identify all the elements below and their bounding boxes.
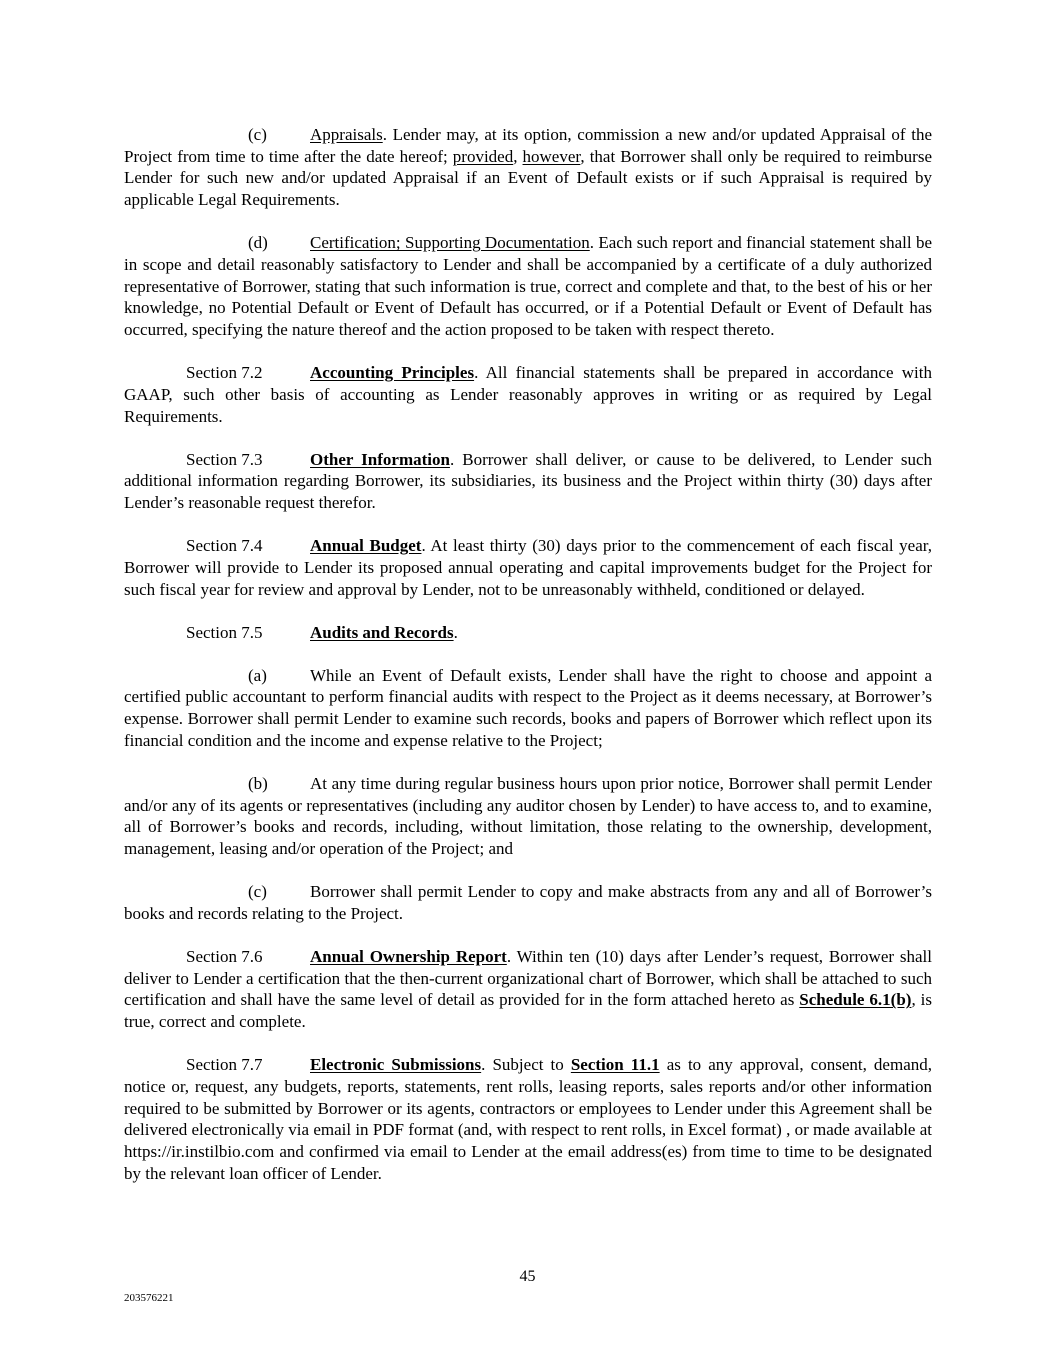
- clause-number: (b): [248, 773, 268, 793]
- document-id: 203576221: [124, 1292, 174, 1304]
- section-heading: Electronic Submissions: [310, 1055, 482, 1075]
- section-7-3: [124, 449, 932, 514]
- paragraph-d-certification: [124, 232, 932, 341]
- section-text: , is true, correct and complete.: [124, 990, 932, 1032]
- section-number: Section 7.7: [186, 1055, 263, 1075]
- schedule-reference: Schedule 6.1(b): [799, 990, 912, 1010]
- section-7-2: [124, 362, 932, 427]
- section-text: . Subject to: [481, 1055, 571, 1075]
- clause-text: Borrower shall permit Lender to copy and make abstracts from any and all of Borrower’s books and records relating to the Project.: [124, 882, 932, 923]
- clause-heading: Certification; Supporting Documentation: [310, 233, 590, 253]
- clause-text: . Each such report and financial statement shall be in scope and detail reasonably satisfactory to Lender and shall be accompanied by a certificate of a duly authorized representative of Borrower, stating that such information is true, correct and complete and that, to the best of his or her knowledge, no Potential Default or Event of Default has occurred, or if a Potential Default or Event of Default has occurred, specifying the nature thereof and the action proposed to be taken with respect thereto.: [124, 233, 932, 340]
- section-number: Section 7.4: [186, 536, 263, 556]
- clause-number: (d): [248, 233, 268, 253]
- paragraph-c-appraisals: [124, 124, 932, 211]
- clause-text: . Lender may, at its option, commission a new and/or updated Appraisal of the Project from time to time after the date hereof;: [124, 125, 932, 166]
- section-7-6: [124, 946, 932, 1033]
- section-text: . Borrower shall deliver, or cause to be delivered, to Lender such additional information regarding Borrower, its subsidiaries, its business and the Project within thirty (30) days after Lender’s reasonable request therefor.: [124, 449, 932, 513]
- section-heading: Other Information: [310, 449, 450, 469]
- clause-text: While an Event of Default exists, Lender shall have the right to choose and appoint a certified public accountant to perform financial audits with respect to the Project as it deems necessary, at Borrower’s expense. Borrower shall permit Lender to examine such records, books and papers of Borrower which reflect upon its financial condition and the income and expense relative to the Project;: [124, 665, 932, 750]
- section-7-4: [124, 535, 932, 600]
- clause-text: At any time during regular business hours upon prior notice, Borrower shall permit Lender and/or any of its agents or representatives (including any auditor chosen by Lender) to have access to, and to examine, all of Borrower’s books and records, including, without limitation, those relating to the ownership, development, management, leasing and/or operation of the Project; and: [124, 773, 932, 859]
- clause-heading: Appraisals: [310, 125, 383, 144]
- clause-number: (c): [248, 882, 267, 902]
- page-number: 45: [519, 1268, 536, 1285]
- paragraph-7-5-c: [124, 881, 932, 924]
- section-number: Section 7.3: [186, 449, 263, 469]
- section-heading: Accounting Principles: [310, 363, 475, 383]
- clause-text: , that Borrower shall only be required to reimburse Lender for such new and/or updated Appraisal if an Event of Default exists or if such Appraisal is required by applicable Legal Requirements.: [124, 146, 932, 210]
- clause-number: (c): [248, 125, 267, 144]
- section-number: Section 7.5: [186, 622, 263, 642]
- section-heading: Annual Ownership Report: [310, 946, 507, 966]
- section-reference: Section 11.1: [570, 1055, 660, 1075]
- document-page: [124, 124, 932, 1206]
- section-heading: Audits and Records: [310, 622, 454, 642]
- section-heading: Annual Budget: [310, 536, 422, 556]
- section-number: Section 7.6: [186, 946, 263, 966]
- section-text: as to any approval, consent, demand, notice or, request, any budgets, reports, statements, rent rolls, leasing reports, sales reports and/or other information required to be submitted by Borrower or its agents, contractors or employees to Lender under this Agreement shall be delivered electronically via email in PDF format (and, with respect to rent rolls, in Excel format) , or made available at https://ir.instilbio.com and confirmed via email to Lender at the email address(es) from time to time to be designated by the relevant loan officer of Lender.: [124, 1055, 932, 1183]
- term-provided: provided: [452, 146, 514, 166]
- section-number: Section 7.2: [186, 363, 263, 383]
- section-7-7: [124, 1054, 932, 1184]
- clause-text: ,: [513, 146, 523, 166]
- paragraph-7-5-b: [124, 773, 932, 860]
- section-text: . All financial statements shall be prepared in accordance with GAAP, such other basis of accounting as Lender reasonably approves in writing or as required by Legal Requirements.: [124, 363, 932, 426]
- section-text: .: [453, 622, 458, 642]
- term-however: however: [522, 146, 581, 166]
- section-text: . Within ten (10) days after Lender’s request, Borrower shall deliver to Lender a certification that the then-current organizational chart of Borrower, which shall be attached to such certification and shall have the same level of detail as provided for in the form attached hereto as: [124, 946, 932, 1010]
- paragraph-7-5-a: [124, 665, 932, 752]
- section-7-5: [124, 622, 932, 644]
- section-text: . At least thirty (30) days prior to the commencement of each fiscal year, Borrower will provide to Lender its proposed annual operating and capital improvements budget for the Project for such fiscal year for review and approval by Lender, not to be unreasonably withheld, conditioned or delayed.: [124, 536, 932, 599]
- clause-number: (a): [248, 665, 267, 685]
